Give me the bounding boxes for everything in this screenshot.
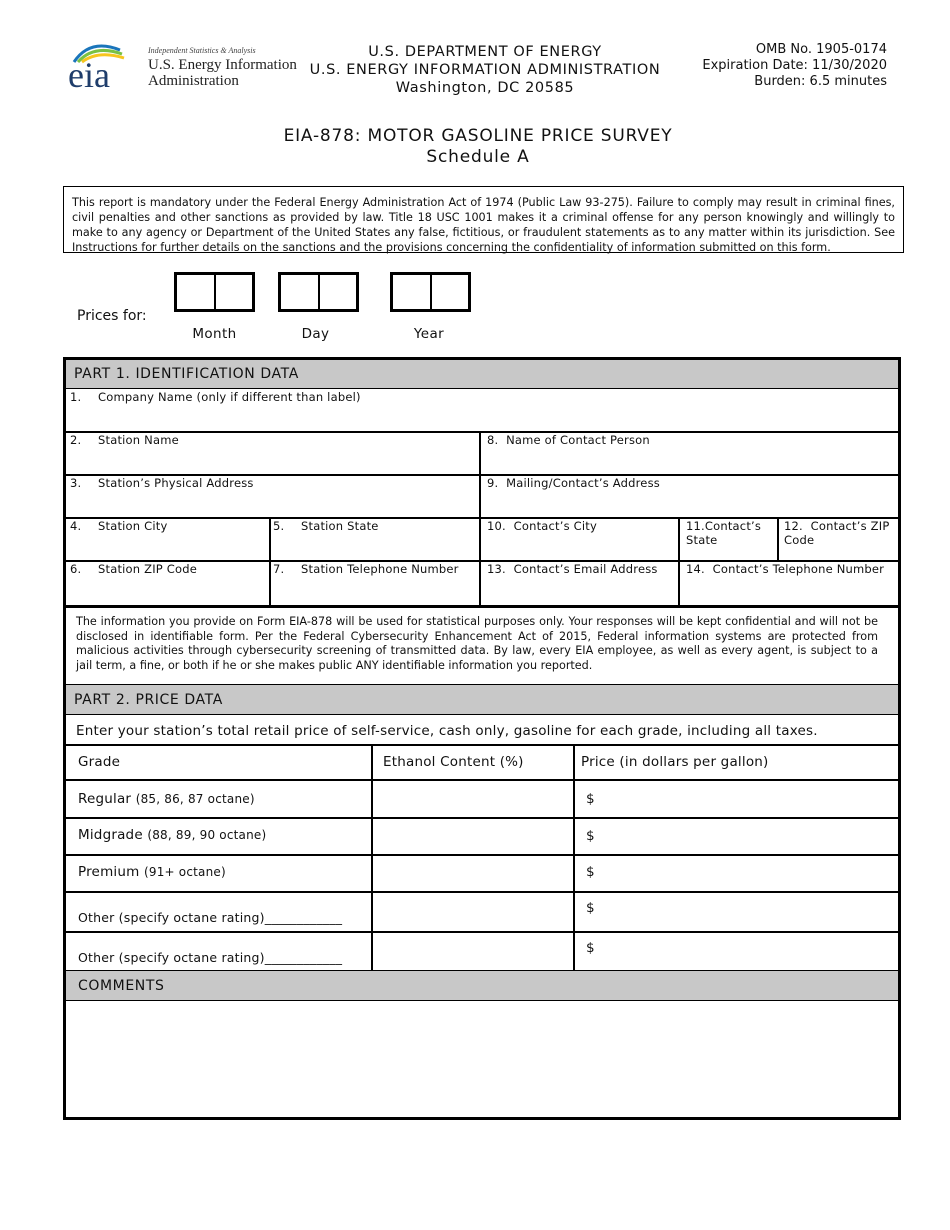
divider bbox=[66, 744, 898, 746]
station-name-field[interactable]: 2. Station Name bbox=[70, 433, 179, 447]
expiration-date: Expiration Date: 11/30/2020 bbox=[702, 58, 887, 73]
station-address-field[interactable]: 3. Station’s Physical Address bbox=[70, 476, 254, 490]
price-premium-input[interactable]: $ bbox=[586, 864, 595, 880]
contact-zip-field[interactable]: 12. Contact’s ZIP Code bbox=[784, 519, 890, 547]
divider bbox=[269, 517, 271, 606]
contact-city-field[interactable]: 10. Contact’s City bbox=[487, 519, 597, 533]
grade-midgrade: Midgrade (88, 89, 90 octane) bbox=[78, 827, 267, 843]
station-phone-field[interactable]: 7. Station Telephone Number bbox=[273, 562, 459, 576]
divider bbox=[573, 744, 575, 970]
part2-header bbox=[66, 685, 898, 715]
ethanol-other-2-input[interactable] bbox=[374, 933, 572, 969]
year-caption: Year bbox=[413, 326, 445, 342]
day-input[interactable] bbox=[278, 272, 359, 312]
mailing-address-field[interactable]: 9. Mailing/Contact’s Address bbox=[487, 476, 660, 490]
part2-title: PART 2. PRICE DATA bbox=[74, 691, 223, 708]
year-input[interactable] bbox=[390, 272, 471, 312]
ethanol-midgrade-input[interactable] bbox=[374, 819, 572, 853]
grade-other-1: Other (specify octane rating)____________ bbox=[78, 910, 343, 925]
logo-name-line2: Administration bbox=[148, 73, 239, 89]
burden: Burden: 6.5 minutes bbox=[754, 74, 887, 89]
price-instruction: Enter your station’s total retail price of self-service, cash only, gasoline for each grade, including all taxes. bbox=[76, 723, 818, 739]
station-city-field[interactable]: 4. Station City bbox=[70, 519, 168, 533]
contact-person-field[interactable]: 8. Name of Contact Person bbox=[487, 433, 650, 447]
divider bbox=[777, 517, 779, 561]
ethanol-premium-input[interactable] bbox=[374, 856, 572, 890]
ethanol-regular-input[interactable] bbox=[374, 781, 572, 816]
company-name-field[interactable]: 1. Company Name (only if different than label) bbox=[70, 390, 361, 404]
confidentiality-notice: The information you provide on Form EIA-878 will be used for statistical purposes only. Your responses will be kept confidential and will not be disclosed in identifiable form. Per the Federal Cybersecurity Enhancement Act of 2015, Federal information systems are protected from malicious activities through cybersecurity screening of transmitted data. By law, every EIA employee, as well as every agent, is subject to a jail term, a fine, or both if he or she makes public ANY identifiable information you reported. bbox=[76, 615, 878, 672]
logo-tagline: Independent Statistics & Analysis bbox=[148, 46, 256, 55]
station-state-field[interactable]: 5. Station State bbox=[273, 519, 379, 533]
divider bbox=[66, 605, 898, 608]
contact-state-field[interactable]: 11.Contact’s State bbox=[686, 519, 762, 547]
grade-premium: Premium (91+ octane) bbox=[78, 864, 226, 880]
mandatory-notice: This report is mandatory under the Federal Energy Administration Act of 1974 (Public Law 93-275). Failure to comply may result in criminal fines, civil penalties and other sanctions as provided by law. Title 18 USC 1001 makes it a criminal offense for any person knowingly and willingly to make to any agency or Department of the United States any false, fictitious, or fraudulent statements as to any matter within its jurisdiction. See Instructions for further details on the sanctions and the provisions concerning the confidentiality of information submitted on this form. bbox=[63, 186, 904, 253]
comments-header bbox=[66, 971, 898, 1001]
price-regular-input[interactable]: $ bbox=[586, 791, 595, 807]
grade-other-2: Other (specify octane rating)____________ bbox=[78, 950, 343, 965]
comments-title: COMMENTS bbox=[78, 977, 165, 994]
comments-textarea[interactable] bbox=[66, 1002, 898, 1117]
grade-regular: Regular (85, 86, 87 octane) bbox=[78, 791, 255, 807]
logo-name-line1: U.S. Energy Information bbox=[148, 57, 297, 73]
divider bbox=[479, 431, 481, 606]
prices-for-label: Prices for: bbox=[77, 308, 147, 324]
month-caption: Month bbox=[192, 326, 237, 342]
divider bbox=[371, 744, 373, 970]
header-city: Washington, DC 20585 bbox=[395, 80, 575, 96]
month-input[interactable] bbox=[174, 272, 255, 312]
form-title: EIA-878: MOTOR GASOLINE PRICE SURVEY bbox=[283, 126, 673, 146]
contact-email-field[interactable]: 13. Contact’s Email Address bbox=[487, 562, 658, 576]
form-subtitle: Schedule A bbox=[426, 147, 530, 167]
price-other-2-input[interactable]: $ bbox=[586, 940, 595, 956]
survey-form bbox=[63, 357, 901, 1120]
part1-title: PART 1. IDENTIFICATION DATA bbox=[74, 366, 299, 382]
part1-header bbox=[66, 360, 898, 389]
header-dept: U.S. DEPARTMENT OF ENERGY bbox=[368, 44, 602, 60]
price-midgrade-input[interactable]: $ bbox=[586, 828, 595, 844]
omb-number: OMB No. 1905-0174 bbox=[755, 42, 887, 57]
header-agency: U.S. ENERGY INFORMATION ADMINISTRATION bbox=[309, 62, 661, 78]
day-caption: Day bbox=[301, 326, 330, 342]
price-header: Price (in dollars per gallon) bbox=[581, 754, 769, 770]
ethanol-other-1-input[interactable] bbox=[374, 893, 572, 930]
ethanol-header: Ethanol Content (%) bbox=[383, 754, 524, 770]
divider bbox=[678, 517, 680, 606]
contact-phone-field[interactable]: 14. Contact’s Telephone Number bbox=[686, 562, 885, 576]
grade-header: Grade bbox=[78, 754, 121, 770]
price-other-1-input[interactable]: $ bbox=[586, 900, 595, 916]
station-zip-field[interactable]: 6. Station ZIP Code bbox=[70, 562, 198, 576]
logo-mark: eia bbox=[68, 55, 110, 92]
